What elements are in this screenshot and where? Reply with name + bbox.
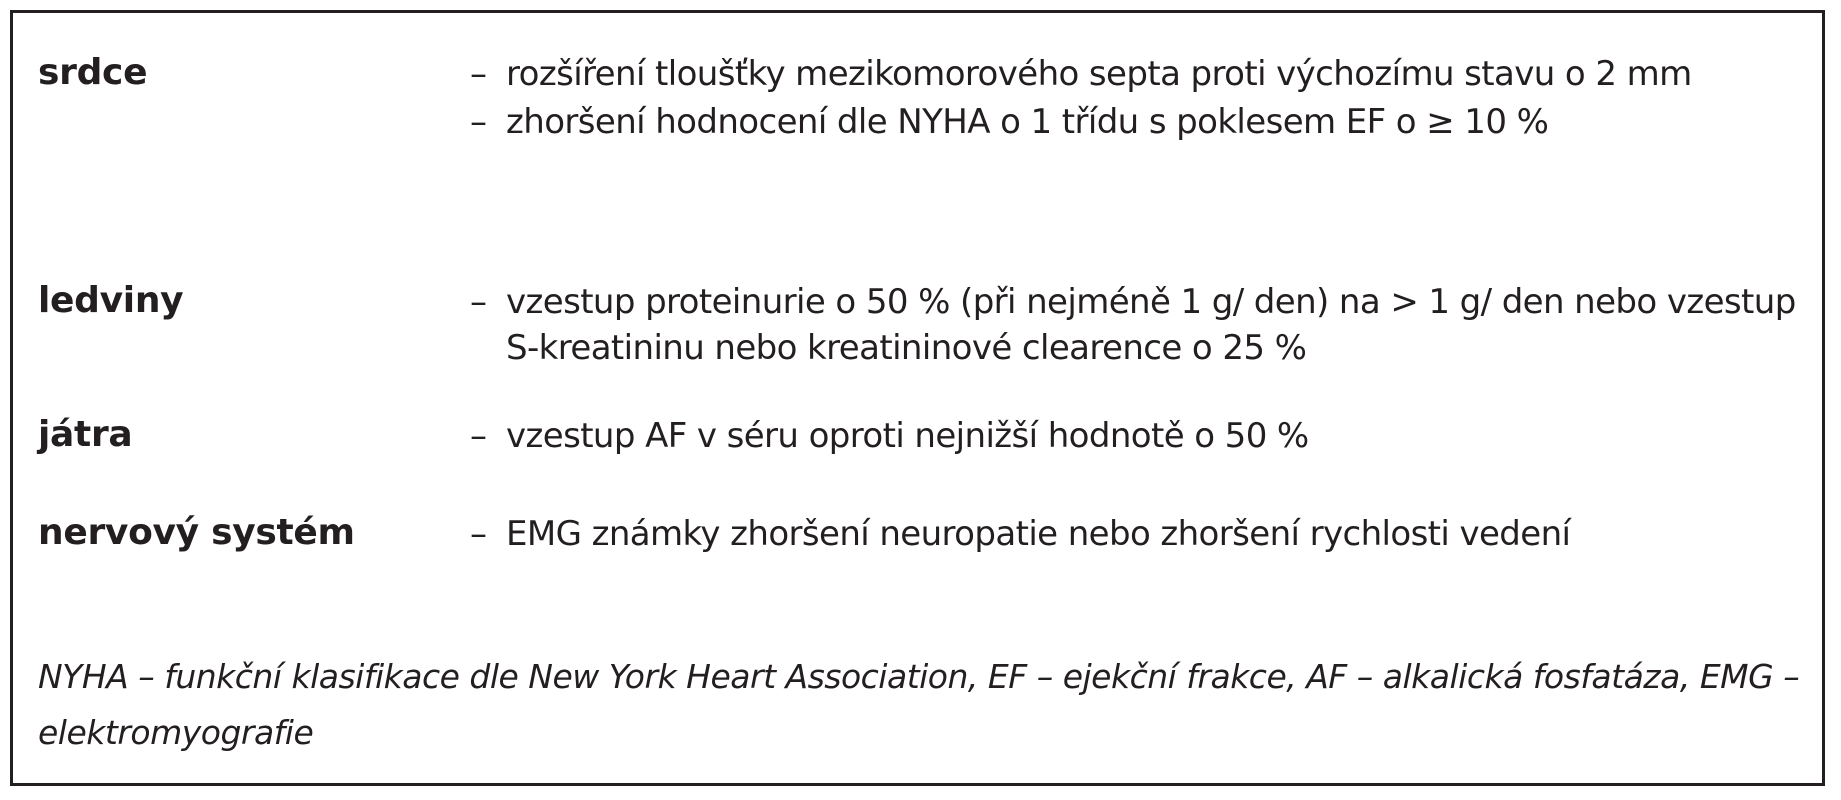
criterion-text: EMG známky zhoršení neuropatie nebo zhoršení rychlosti vedení [506, 514, 1571, 554]
organ-label: játra [38, 414, 133, 455]
organ-label: ledviny [38, 280, 184, 321]
list-item [468, 279, 1808, 371]
criteria-list [468, 511, 1808, 559]
criterion-text: vzestup AF v séru oproti nejnižší hodnotě o 50 % [506, 416, 1309, 456]
list-item [468, 511, 1808, 557]
abbreviations-footnote: NYHA – funkční klasifikace dle New York Heart Association, EF – ejekční frakce, AF – alkalická fosfatáza, EMG – elektromyografie [38, 657, 1800, 752]
dash-marker: – [470, 102, 487, 142]
criteria-list [468, 413, 1808, 461]
criteria-list [468, 279, 1808, 373]
criterion-text: zhoršení hodnocení dle NYHA o 1 třídu s poklesem EF o ≥ 10 % [506, 102, 1549, 142]
criteria-list [468, 51, 1808, 147]
list-item [468, 99, 1808, 145]
dash-marker: – [470, 416, 487, 456]
list-item [468, 51, 1808, 97]
organ-label: nervový systém [38, 512, 355, 553]
list-item [468, 413, 1808, 459]
dash-marker: – [470, 54, 487, 94]
criterion-text: vzestup proteinurie o 50 % (při nejméně 1 g/ den) na > 1 g/ den nebo vzestup S-kreatininu nebo kreatininové clearence o 25 % [506, 282, 1796, 368]
criteria-table [10, 10, 1825, 786]
organ-label: srdce [38, 52, 148, 93]
criterion-text: rozšíření tloušťky mezikomorového septa proti výchozímu stavu o 2 mm [506, 54, 1692, 94]
dash-marker: – [470, 282, 487, 322]
dash-marker: – [470, 514, 487, 554]
